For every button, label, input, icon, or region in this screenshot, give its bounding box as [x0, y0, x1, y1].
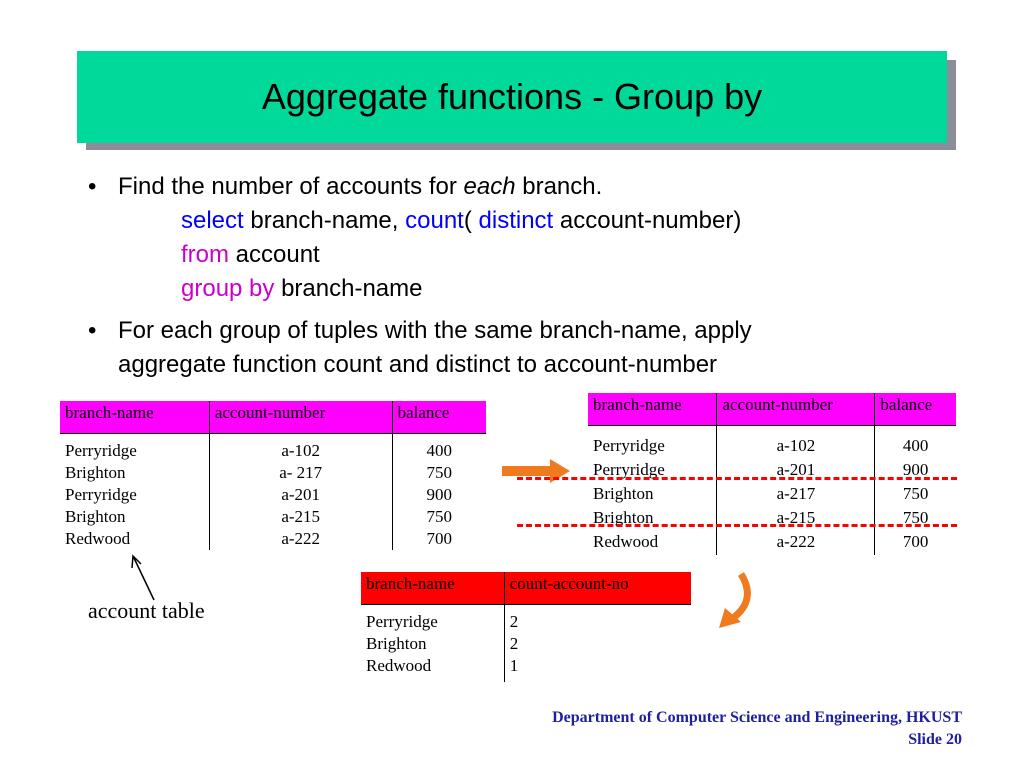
sql-group-line: [181, 272, 422, 306]
account-header-balance: balance: [397, 403, 450, 422]
account-balance-cell: 400 750 900 750 700: [426, 441, 453, 548]
sql-paren: (: [463, 207, 479, 234]
bullet-1-prefix: Find the number of accounts for: [118, 173, 464, 200]
curved-arrow-icon: [713, 570, 757, 632]
account-branch-cell: Perryridge Brighton Perryridge Brighton Redwood: [60, 434, 209, 551]
account-table: [60, 401, 486, 550]
result-table-body: [361, 605, 691, 683]
sql-count-keyword: count: [405, 207, 464, 234]
slide-title: Aggregate functions - Group by: [261, 76, 763, 117]
sql-select-text: branch-name,: [243, 207, 406, 234]
sql-group-keyword: group by: [181, 275, 275, 302]
group-divider-1: [517, 477, 957, 480]
result-header-branch: branch-name: [361, 572, 504, 605]
grouped-table: [588, 393, 956, 555]
result-header-count: count-account-no: [509, 574, 629, 593]
sql-distinct-keyword: distinct: [478, 207, 554, 234]
grouped-table-header: [588, 393, 956, 426]
group-divider-2: [517, 524, 957, 527]
result-table-header: [361, 572, 691, 605]
account-table-caption: account table: [88, 598, 205, 623]
grouped-header-branch: branch-name: [588, 393, 717, 426]
sql-from-line: [181, 238, 320, 272]
footer-slide-number: Slide 20: [908, 731, 962, 748]
footer-department: Department of Computer Science and Engineering, HKUST: [552, 709, 962, 726]
pointer-arrow-icon: [128, 554, 158, 602]
sql-from-text: account: [229, 241, 320, 268]
grouped-header-number: account-number: [717, 393, 875, 426]
result-table: [361, 572, 691, 682]
sql-select-line: [181, 204, 741, 238]
bullet-1: [118, 170, 602, 204]
bullet-marker-2: •: [88, 317, 97, 344]
bullet-marker-1: •: [88, 173, 97, 200]
sql-select-keyword: select: [181, 207, 244, 234]
bullet-1-suffix: branch.: [515, 173, 603, 200]
grouped-branch-cell: Perryridge Perryridge Brighton Brighton Redwood: [588, 426, 717, 556]
bullet-2-line-2: aggregate function count and distinct to account-number: [118, 351, 718, 378]
sql-select-text-2: account-number): [553, 207, 742, 234]
result-branch-cell: Perryridge Brighton Redwood: [361, 605, 504, 683]
sql-from-keyword: from: [181, 241, 229, 268]
account-table-body: [60, 434, 486, 551]
footer: [552, 707, 962, 751]
account-header-number: account-number: [209, 401, 392, 434]
grouped-number-cell: a-102 a-201 a-217 a-215 a-222: [717, 426, 875, 556]
sql-group-text: branch-name: [274, 275, 423, 302]
bullet-1-emphasis: each: [463, 173, 516, 200]
account-header-branch: branch-name: [60, 401, 209, 434]
account-table-header: [60, 401, 486, 434]
right-arrow-icon: [500, 458, 572, 484]
grouped-balance-cell: 400 900 750 750 700: [902, 436, 929, 551]
title-box: [77, 51, 947, 143]
bullet-2-line-1: For each group of tuples with the same branch-name, apply: [118, 317, 752, 344]
account-number-cell: a-102 a- 217 a-201 a-215 a-222: [209, 434, 392, 551]
grouped-table-body: [588, 426, 956, 556]
grouped-header-balance: balance: [880, 395, 933, 414]
result-count-cell: 2 2 1: [509, 612, 519, 675]
